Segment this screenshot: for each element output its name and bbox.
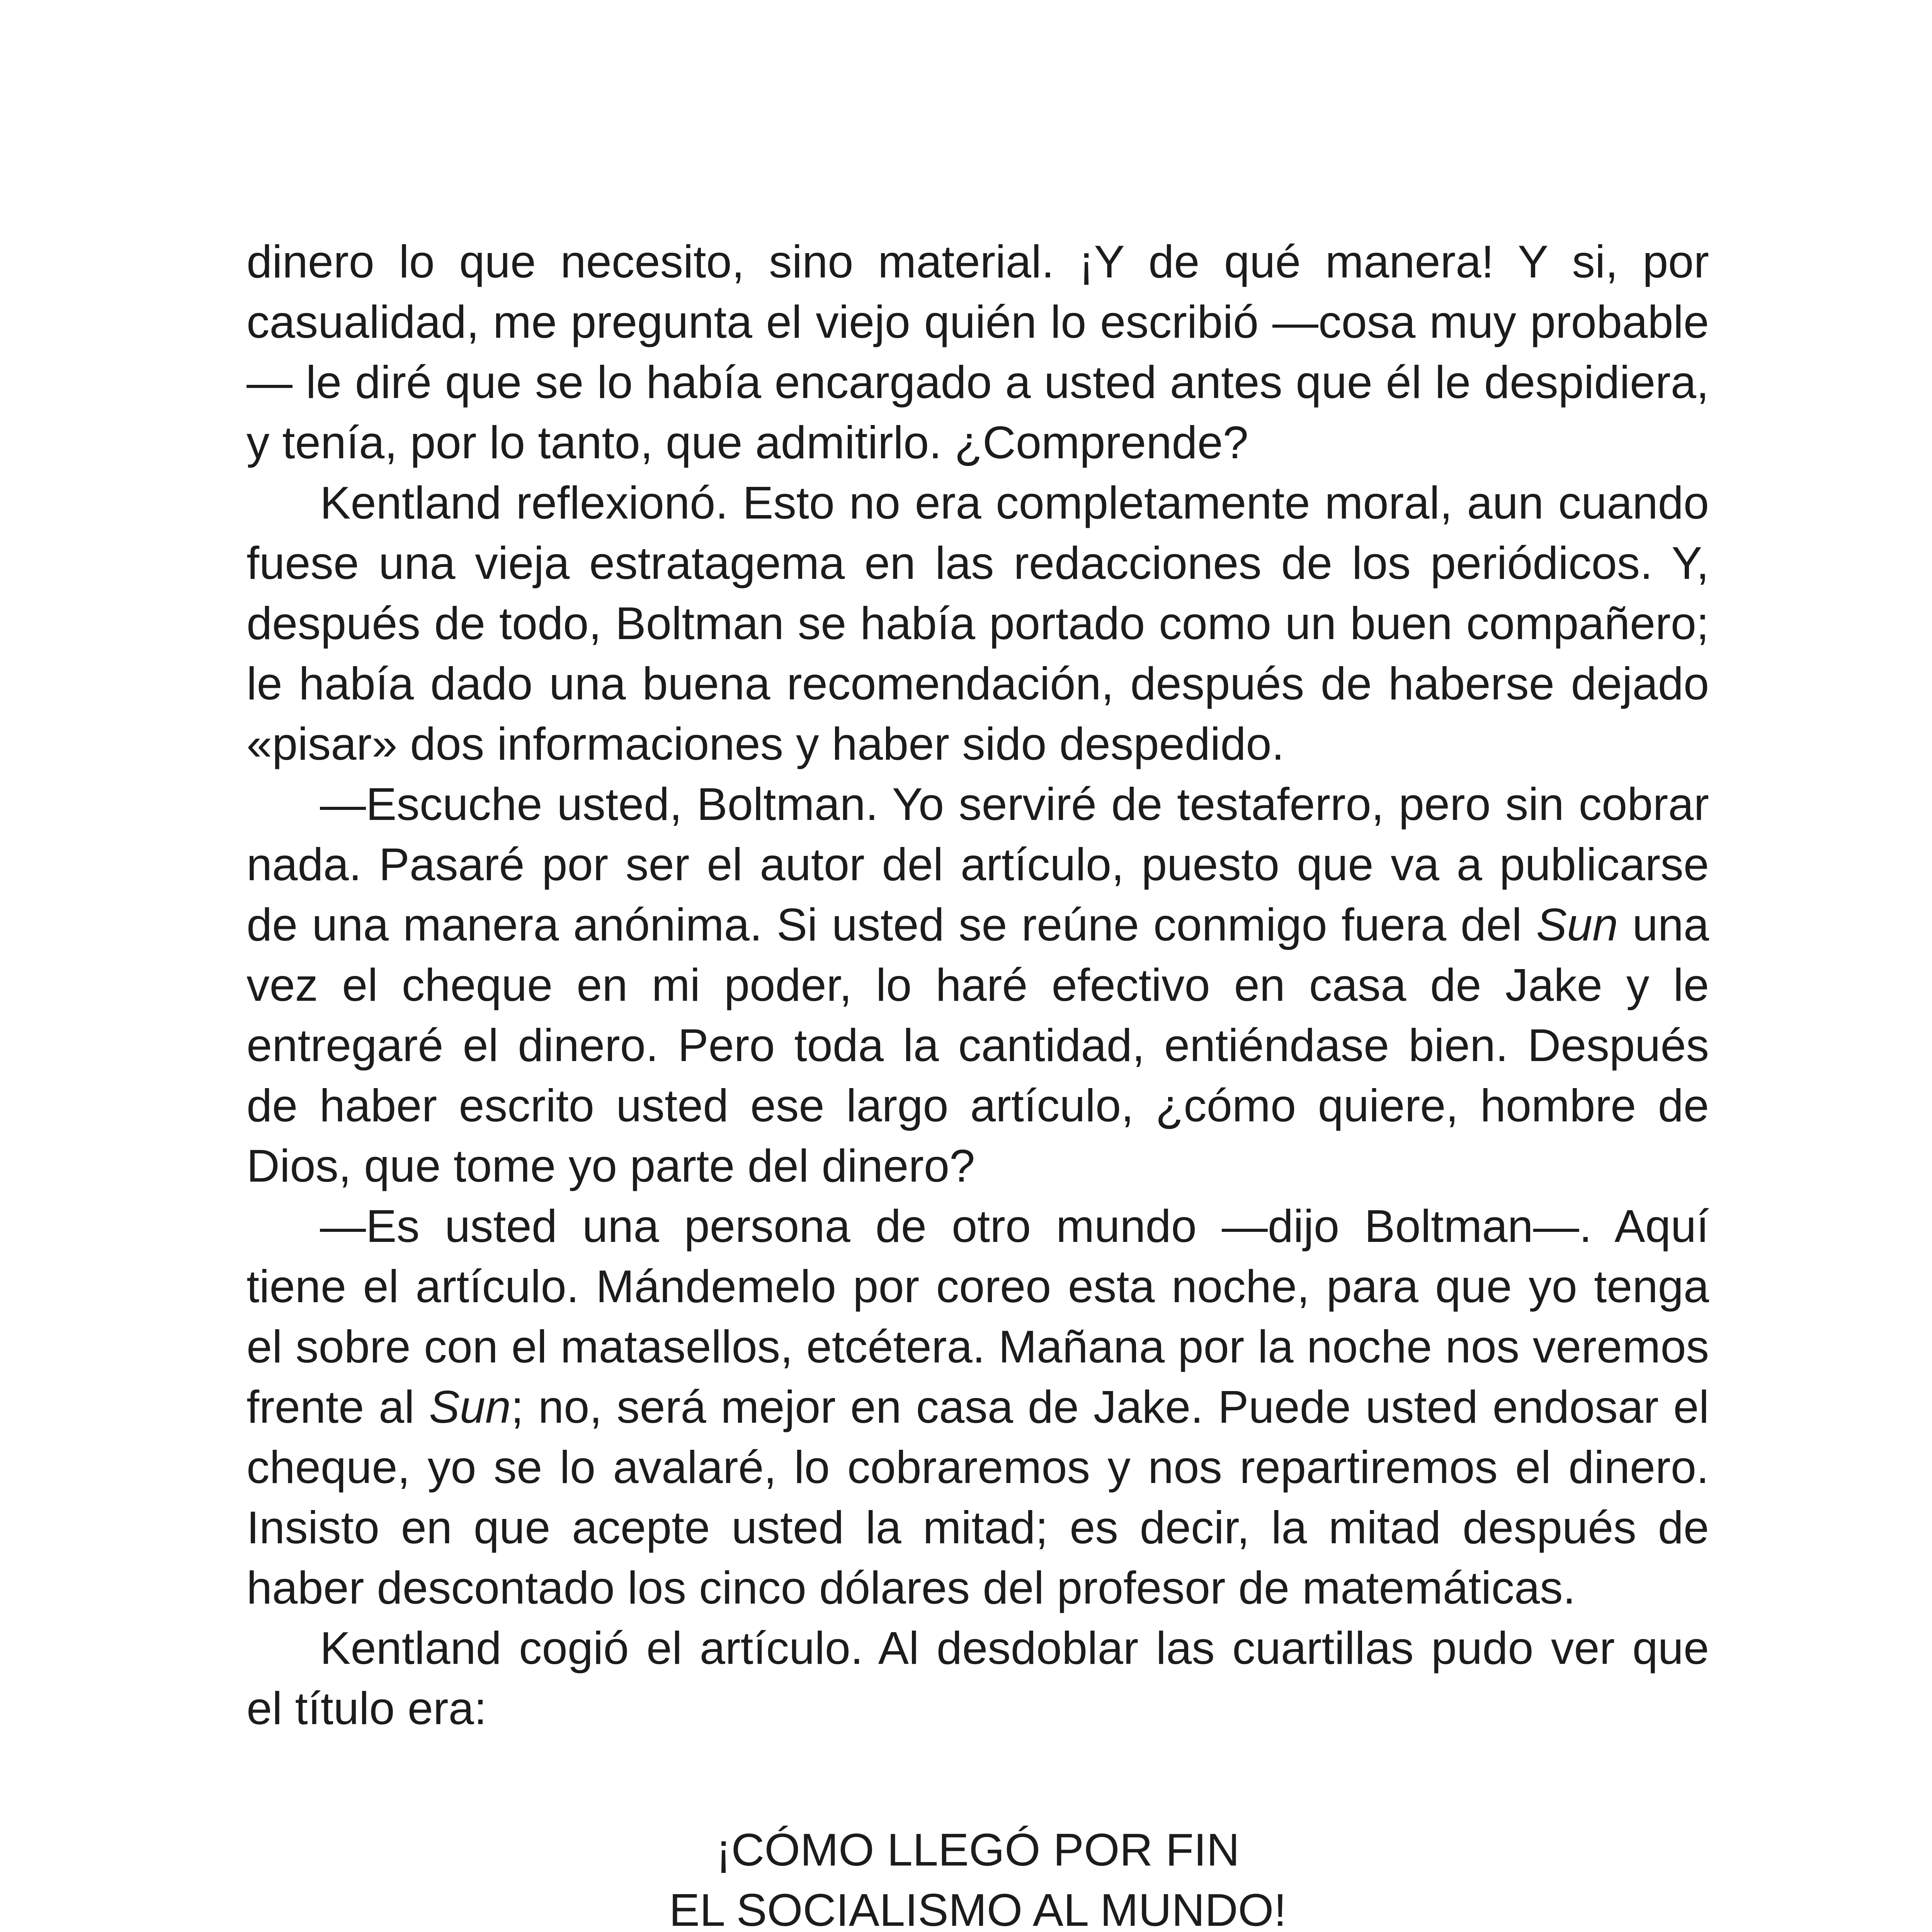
paragraph-4-newspaper-name: Sun: [429, 1381, 511, 1433]
paragraph-3-part-b: una vez el cheque en mi poder, lo haré efectivo en casa de Jake y le entregaré el dinero. Pero toda la cantidad, entiéndase bien. Después de haber escrito usted ese largo artículo, ¿cómo quiere, hombre de Dios, que tome yo parte del dinero?: [247, 899, 1709, 1192]
article-title-line-2: EL SOCIALISMO AL MUNDO!: [669, 1884, 1287, 1932]
paragraph-5: Kentland cogió el artículo. Al desdoblar las cuartillas pudo ver que el título era:: [247, 1622, 1709, 1734]
paragraph-1: dinero lo que necesito, sino material. ¡Y de qué manera! Y si, por casualidad, me pregunta el viejo quién lo escribió —cosa muy probable— le diré que se lo había encargado a usted antes que él le despidiera, y tenía, por lo tanto, que admitirlo. ¿Comprende?: [247, 236, 1709, 468]
paragraph-4: [247, 1196, 1709, 1618]
paragraph-4-part-a: —Es usted una persona de otro mundo —dijo Boltman—. Aquí tiene el artículo. Mándemelo por coreo esta noche, para que yo tenga el sobre con el matasellos, etcétera. Mañana por la noche nos veremos frente al: [247, 1201, 1709, 1433]
paragraph-2: Kentland reflexionó. Esto no era completamente moral, aun cuando fuese una vieja estratagema en las redacciones de los periódicos. Y, después de todo, Boltman se había portado como un buen compañero; le había dado una buena recomendación, después de haberse dejado «pisar» dos informaciones y haber sido despedido.: [247, 477, 1709, 770]
page-body: [247, 232, 1709, 1932]
paragraph-3-newspaper-name: Sun: [1536, 899, 1618, 951]
article-title-line-1: ¡CÓMO LLEGÓ POR FIN: [716, 1824, 1240, 1876]
paragraph-3: [247, 774, 1709, 1196]
article-title-block: [247, 1820, 1709, 1932]
paragraph-3-part-a: —Escuche usted, Boltman. Yo serviré de testaferro, pero sin cobrar nada. Pasaré por ser el autor del artículo, puesto que va a publicarse de una manera anónima. Si usted se reúne conmigo fuera del: [247, 779, 1709, 951]
paragraph-4-part-b: ; no, será mejor en casa de Jake. Puede usted endosar el cheque, yo se lo avalaré, lo cobraremos y nos repartiremos el dinero. Insisto en que acepte usted la mitad; es decir, la mitad después de haber descontado los cinco dólares del profesor de matemáticas.: [247, 1381, 1709, 1614]
